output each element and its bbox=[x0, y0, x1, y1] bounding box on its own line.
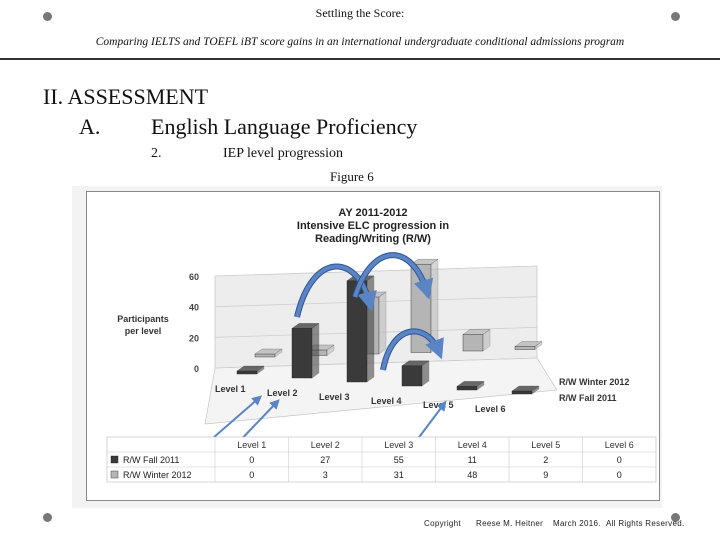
chart-title-line: AY 2011-2012 bbox=[338, 207, 408, 219]
bar-fall-2011 bbox=[512, 391, 532, 394]
chart-title-line: Intensive ELC progression in bbox=[296, 220, 450, 232]
x-tick-label: Level 3 bbox=[319, 392, 350, 402]
y-tick-label: 60 bbox=[188, 272, 199, 282]
table-cell: 9 bbox=[543, 470, 549, 480]
legend-swatch bbox=[111, 456, 118, 463]
bar-fall-2011 bbox=[457, 386, 477, 390]
x-tick-label: Level 1 bbox=[215, 384, 246, 394]
figure-caption: Figure 6 bbox=[330, 169, 374, 184]
x-tick-label: Level 4 bbox=[371, 396, 402, 406]
footer-date: March 2016. bbox=[553, 519, 601, 528]
table-header-cell: Level 3 bbox=[384, 440, 414, 450]
outline-level2-text: English Language Proficiency bbox=[151, 114, 418, 139]
table-cell: 31 bbox=[393, 470, 404, 480]
bar-winter-2012-side bbox=[379, 292, 386, 354]
bullet-dot-icon bbox=[43, 513, 52, 522]
x-tick-label: Level 2 bbox=[267, 388, 298, 398]
x-tick-label: Level 6 bbox=[475, 404, 506, 414]
table-header-cell: Level 1 bbox=[237, 440, 267, 450]
table-header-cell: Level 6 bbox=[604, 440, 634, 450]
chart bbox=[87, 192, 659, 500]
y-axis-label: per level bbox=[124, 326, 162, 336]
chart-frame bbox=[86, 191, 660, 501]
bar-fall-2011 bbox=[402, 366, 422, 386]
outline-heading: ASSESSMENT bbox=[67, 84, 209, 109]
table-cell: 11 bbox=[467, 455, 477, 465]
table-cell: 48 bbox=[467, 470, 478, 480]
x-tick-label: Level 5 bbox=[423, 400, 454, 410]
bullet-dot-icon bbox=[671, 12, 680, 21]
table-cell: 0 bbox=[616, 470, 622, 480]
chart-title-line: Reading/Writing (R/W) bbox=[315, 233, 431, 245]
legend-swatch bbox=[111, 471, 118, 478]
table-cell: 27 bbox=[320, 455, 331, 465]
table-header-cell: Level 2 bbox=[310, 440, 340, 450]
y-tick-label: 40 bbox=[188, 302, 199, 313]
outline-level2-number: A. bbox=[79, 114, 101, 139]
bar-fall-2011 bbox=[237, 371, 257, 374]
presentation-title: Settling the Score: bbox=[315, 6, 405, 20]
bar-winter-2012 bbox=[463, 334, 483, 351]
table-header-cell: Level 5 bbox=[531, 440, 561, 450]
bar-fall-2011 bbox=[292, 328, 312, 378]
table-cell: 2 bbox=[543, 455, 549, 465]
outline-level1 bbox=[43, 84, 208, 110]
y-axis-label: Participants bbox=[117, 314, 169, 324]
bar-fall-2011-side bbox=[312, 323, 319, 378]
table-row-label: R/W Winter 2012 bbox=[123, 470, 192, 480]
outline-level3-text: IEP level progression bbox=[223, 146, 344, 161]
table-header-cell: Level 4 bbox=[457, 440, 487, 450]
presentation-subtitle: Comparing IELTS and TOEFL iBT score gains in an international undergraduate conditional admissions program bbox=[95, 36, 625, 48]
bar-winter-2012 bbox=[515, 347, 535, 350]
bar-winter-2012 bbox=[255, 354, 275, 357]
table-cell: 0 bbox=[249, 470, 255, 480]
header-rule bbox=[0, 58, 720, 60]
outline-number: II. bbox=[43, 84, 64, 109]
footer-copyright: Copyright bbox=[424, 519, 461, 528]
outline-level3-number: 2. bbox=[151, 146, 162, 161]
table-cell: 55 bbox=[393, 455, 404, 465]
table-cell: 0 bbox=[616, 455, 622, 465]
table-cell: 0 bbox=[249, 455, 255, 465]
series-label: R/W Fall 2011 bbox=[559, 393, 617, 403]
table-cell: 3 bbox=[322, 470, 328, 480]
series-label: R/W Winter 2012 bbox=[559, 377, 630, 387]
table-row-label: R/W Fall 2011 bbox=[123, 455, 180, 465]
footer-author: Reese M. Heitner bbox=[476, 519, 544, 528]
footer-rights: All Rights Reserved. bbox=[606, 519, 685, 528]
bullet-dot-icon bbox=[43, 12, 52, 21]
y-tick-label: 0 bbox=[193, 364, 199, 374]
y-tick-label: 20 bbox=[188, 333, 199, 344]
